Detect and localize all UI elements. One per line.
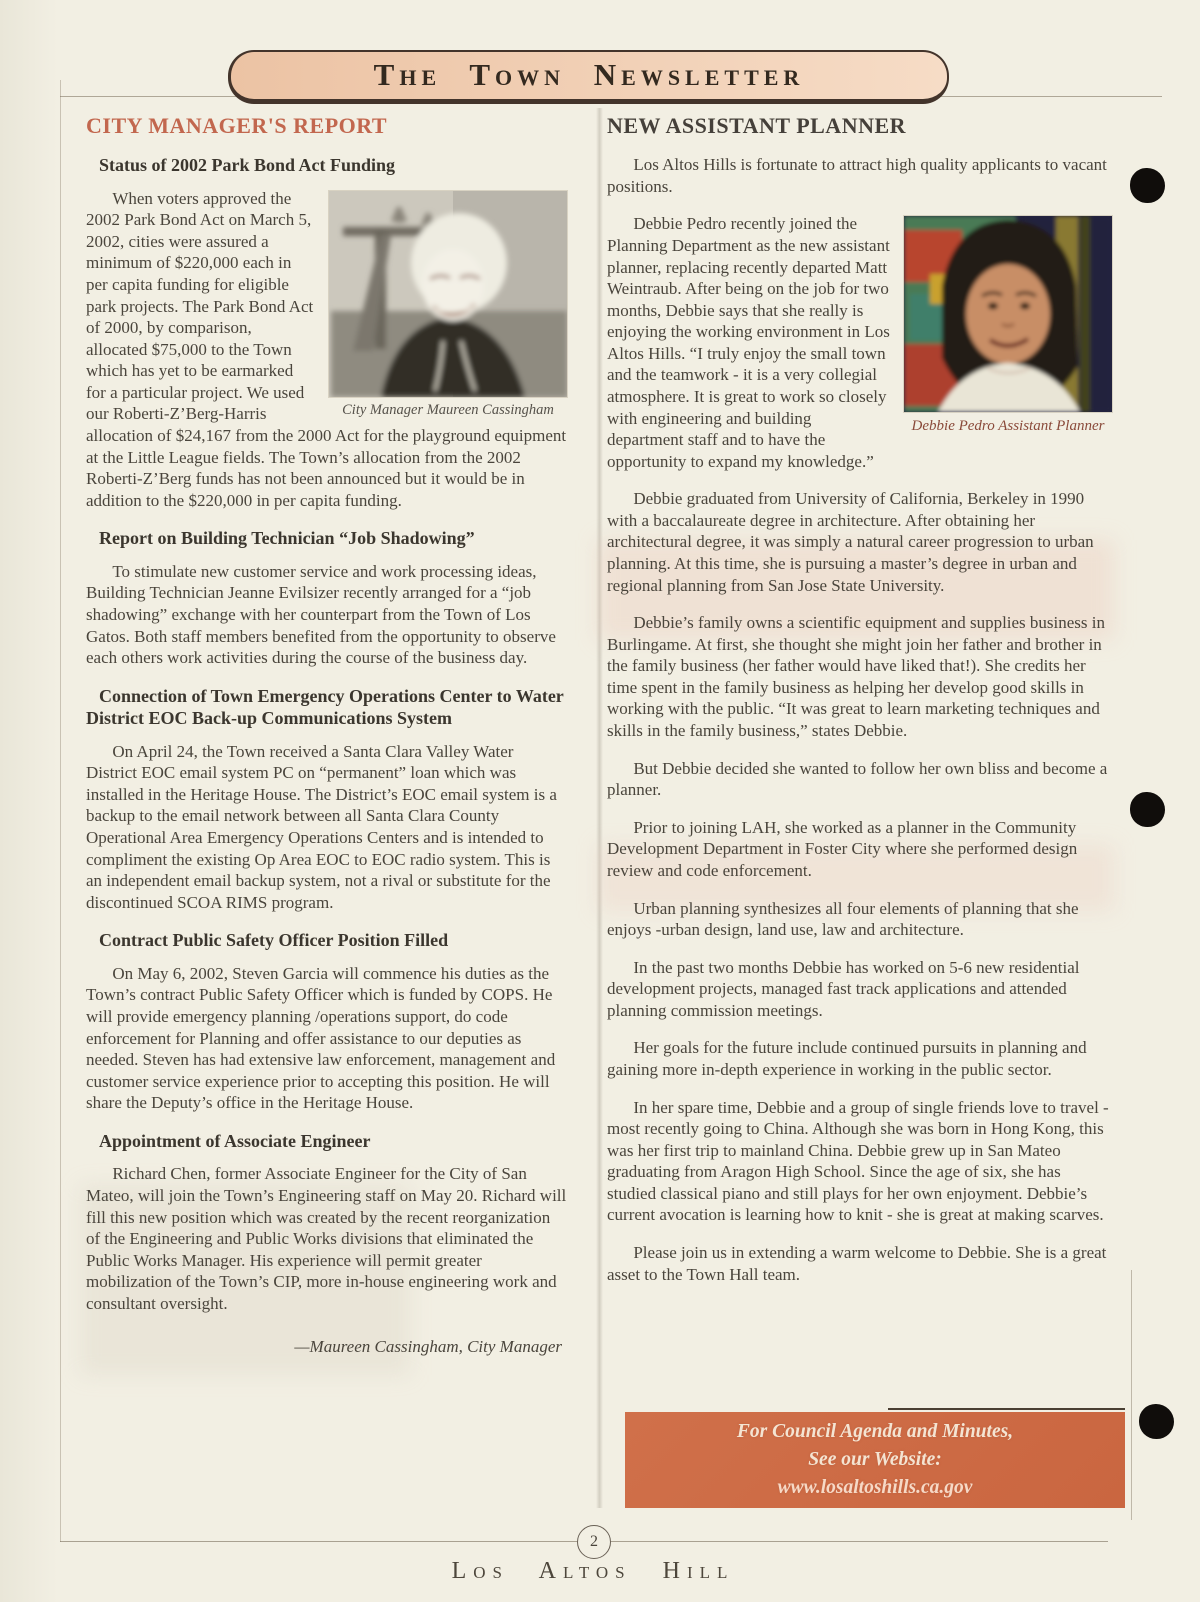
paragraph [86,963,568,1114]
paragraph [86,1163,568,1314]
debbie-pedro-portrait-image [903,215,1113,413]
section-heading-job-shadowing: Report on Building Technician “Job Shadowing” [99,528,475,549]
paragraph [86,741,568,914]
column-fold-line [596,108,603,1508]
city-manager-photo-caption: City Manager Maureen Cassingham [342,401,554,418]
paragraph-text: On April 24, the Town received a Santa Clara Valley Water District EOC email system PC on “permanent” loan which was installed in the Heritage House. The District’s EOC email system is a backup to the email network between all Santa Clara County Operational Area Emergency Operations Centers and is intended to compliment the existing Op Area EOC to EOC radio system. This is an independent email backup system, not a rival or substitute for the discontinued SCOA RIMS program. [86,741,557,912]
website-banner-line: For Council Agenda and Minutes, [736,1421,1014,1442]
website-url: www.losaltoshills.ca.gov [777,1477,973,1498]
punch-hole [1139,1404,1174,1439]
paragraph-text: In her spare time, Debbie and a group of single friends love to travel - most recently going to China. Although she was born in Hong Kong, this was her first trip to mainland China. Debbie grew up in San Mateo graduating from Aragon High School. Since the age of six, she has studied classical piano and still plays for her own enjoyment. Debbie’s current avocation is learning how to knit - she is great at making scarves. [607,1097,1109,1225]
city-manager-portrait-image [328,190,568,398]
paragraph-text: Prior to joining LAH, she worked as a planner in the Community Development Department in Foster City where she performed design review and code enforcement. [607,817,1078,880]
paragraph-text: Debbie graduated from University of California, Berkeley in 1990 with a baccalaureate degree in architecture. After obtaining her architectural degree, it was simply a natural career progression to urban planning. At this time, she is pursuing a master’s degree in urban and regional planning from San Jose State University. [607,489,1094,595]
website-banner [625,1412,1125,1508]
paragraph-text: On May 6, 2002, Steven Garcia will commence his duties as the Town’s contract Public Safety Officer which is funded by COPS. He will provide emergency planning /operations support, do code enforcement for Planning and offer assistance to our deputies as needed. Steven has had extensive law enforcement, management and customer service experience prior to accepting this position. He will share the Deputy’s office in the Heritage House. [86,963,556,1113]
paragraph [607,817,1113,882]
newsletter-title: The Town Newsletter [373,57,805,92]
section-heading-eoc-connection: Connection of Town Emergency Operations Center to Water District EOC Back-up Communications System [86,685,564,729]
paragraph [607,957,1113,1022]
scan-edge-line [1131,1270,1132,1520]
city-manager-photo [328,190,568,419]
new-assistant-planner-column [607,114,1113,1301]
paragraph [607,154,1113,197]
paragraph-text: To stimulate new customer service and work processing ideas, Building Technician Jeanne Evilsizer recently arranged for a “job shadowing” exchange with her counterpart from the Town of Los Gatos. Both staff members benefited from the opportunity to observe each others work activities during the course of the business day. [86,561,556,668]
paragraph-text: Debbie Pedro recently joined the Planning Department as the new assistant planner, replacing recently departed Matt Weintraub. After being on the job for two months, Debbie says that she really is enjoying the working environment in Los Altos Hills. “I truly enjoy the small town and the teamwork - it is a very collegial atmosphere. It is great to work so closely with engineering and building department staff and to have the opportunity to expand my knowledge.” [607,214,890,471]
paragraph [607,898,1113,941]
website-banner-line: See our Website: [808,1449,942,1470]
paragraph [607,1037,1113,1080]
paragraph [607,488,1113,596]
paragraph [607,758,1113,801]
website-box-topline [888,1408,1125,1410]
newsletter-banner [228,50,949,104]
page-edge-line [60,80,61,1542]
paragraph [607,612,1113,741]
footer-masthead: Los Altos Hill [451,1558,735,1584]
debbie-pedro-photo [903,215,1113,435]
paragraph-text: Debbie’s family owns a scientific equipment and supplies business in Burlingame. At first, she thought she might join her father and brother in the family business (her father would have liked that!). She credits her time spent in the family business as helping her develop good skills in working with the public. “It was great to learn marketing techniques and skills in the family business,” states Debbie. [607,613,1106,741]
paragraph [607,213,1113,472]
debbie-pedro-photo-caption: Debbie Pedro Assistant Planner [911,418,1105,435]
paragraph-text: Richard Chen, former Associate Engineer for the City of San Mateo, will join the Town’s Engineering staff on May 20. Richard will fill this new position which was created by the recent reorganization of the Engineering and Public Works divisions that eliminated the Public Works Manager. His experience will permit greater mobilization of the Town’s CIP, more in-house engineering work and consultant oversight. [86,1164,567,1313]
paragraph-text: Urban planning synthesizes all four elements of planning that she enjoys -urban design, land use, law and architecture. [607,898,1079,940]
paragraph [607,1242,1113,1285]
paragraph [86,188,568,512]
paragraph-text: Please join us in extending a warm welcome to Debbie. She is a great asset to the Town Hall team. [607,1243,1107,1284]
section-heading-park-bond: Status of 2002 Park Bond Act Funding [99,155,396,176]
city-managers-report-column [86,114,568,1358]
paragraph-text: Her goals for the future include continued pursuits in planning and gaining more in-depth experience in working in the public sector. [607,1038,1087,1079]
paragraph [86,561,568,669]
punch-hole [1130,792,1165,827]
paragraph-text: When voters approved the 2002 Park Bond Act on March 5, 2002, cities were assured a minimum of $220,000 each in per capita funding for eligible park projects. The Park Bond Act of 2000, by comparison, allocated $75,000 to the Town which has yet to be earmarked for a particular project. We used our Roberti-Z’Berg-Harris allocation of $24,167 from the 2000 Act for the playground equipment at the Little League fields. The Town’s allocation from the 2002 Roberti-Z’Berg funds has not been announced but it would be in addition to the $220,000 in per capita funding. [86,188,567,510]
right-column-heading: NEW ASSISTANT PLANNER [607,113,907,138]
punch-hole [1130,168,1165,203]
section-heading-safety-officer: Contract Public Safety Officer Position Filled [99,930,449,951]
page-number: 2 [590,1533,598,1550]
scan-edge-shade [0,0,58,1602]
paragraph-text: But Debbie decided she wanted to follow her own bliss and become a planner. [607,758,1108,800]
paragraph-text: Los Altos Hills is fortunate to attract high quality applicants to vacant positions. [607,155,1107,196]
left-column-heading: CITY MANAGER'S REPORT [86,113,388,138]
page-number-badge [577,1525,611,1559]
city-manager-signature: —Maureen Cassingham, City Manager [294,1337,562,1357]
section-heading-associate-engineer: Appointment of Associate Engineer [99,1130,371,1151]
paragraph-text: In the past two months Debbie has worked on 5-6 new residential development projects, managed fast track applications and attended planning commission meetings. [607,957,1080,1020]
paragraph [607,1097,1113,1226]
